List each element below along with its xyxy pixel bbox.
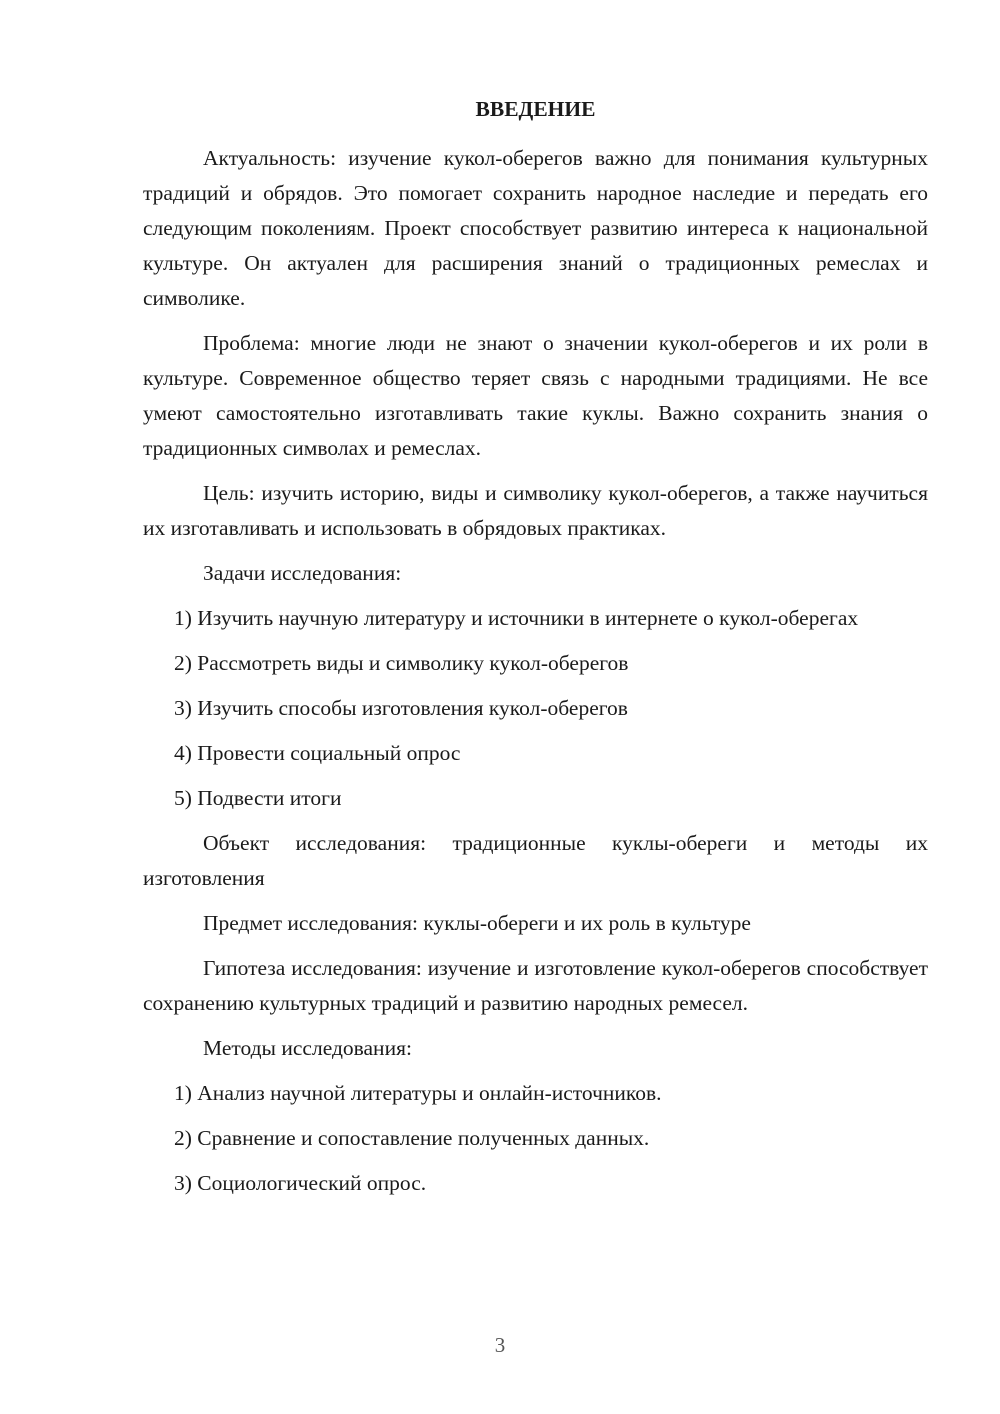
paragraph-goal: Цель: изучить историю, виды и символику кукол-оберегов, а также научиться их изготавливать и использовать в обрядовых практиках. — [143, 481, 928, 540]
method-item-2: 2) Сравнение и сопоставление полученных данных. — [174, 1126, 650, 1150]
method-item-1: 1) Анализ научной литературы и онлайн-источников. — [174, 1081, 662, 1105]
tasks-heading: Задачи исследования: — [203, 561, 402, 585]
task-item-3: 3) Изучить способы изготовления кукол-оберегов — [174, 696, 628, 720]
method-item-3: 3) Социологический опрос. — [174, 1171, 427, 1195]
section-title: ВВЕДЕНИЕ — [475, 97, 596, 121]
paragraph-problem: Проблема: многие люди не знают о значении кукол-оберегов и их роли в культуре. Современное общество теряет связь с народными традициями. Не все умеют самостоятельно изготавливать такие куклы. Важно сохранить знания о традиционных символах и ремеслах. — [143, 331, 928, 460]
task-item-2: 2) Рассмотреть виды и символику кукол-оберегов — [174, 651, 629, 675]
paragraph-subject: Предмет исследования: куклы-обереги и их роль в культуре — [203, 911, 751, 935]
paragraph-object: Объект исследования: традиционные куклы-обереги и методы их изготовления — [143, 831, 928, 890]
task-item-4: 4) Провести социальный опрос — [174, 741, 461, 765]
document-page — [143, 92, 928, 1211]
methods-heading: Методы исследования: — [203, 1036, 412, 1060]
page-number: 3 — [494, 1333, 506, 1357]
paragraph-hypothesis: Гипотеза исследования: изучение и изготовление кукол-оберегов способствует сохранению культурных традиций и развитию народных ремесел. — [143, 956, 928, 1015]
task-item-5: 5) Подвести итоги — [174, 786, 342, 810]
task-item-1: 1) Изучить научную литературу и источники в интернете о кукол-оберегах — [174, 606, 859, 630]
paragraph-relevance: Актуальность: изучение кукол-оберегов важно для понимания культурных традиций и обрядов. Это помогает сохранить народное наследие и передать его следующим поколениям. Проект способствует развитию интереса к национальной культуре. Он актуален для расширения знаний о традиционных ремеслах и символике. — [143, 146, 928, 310]
